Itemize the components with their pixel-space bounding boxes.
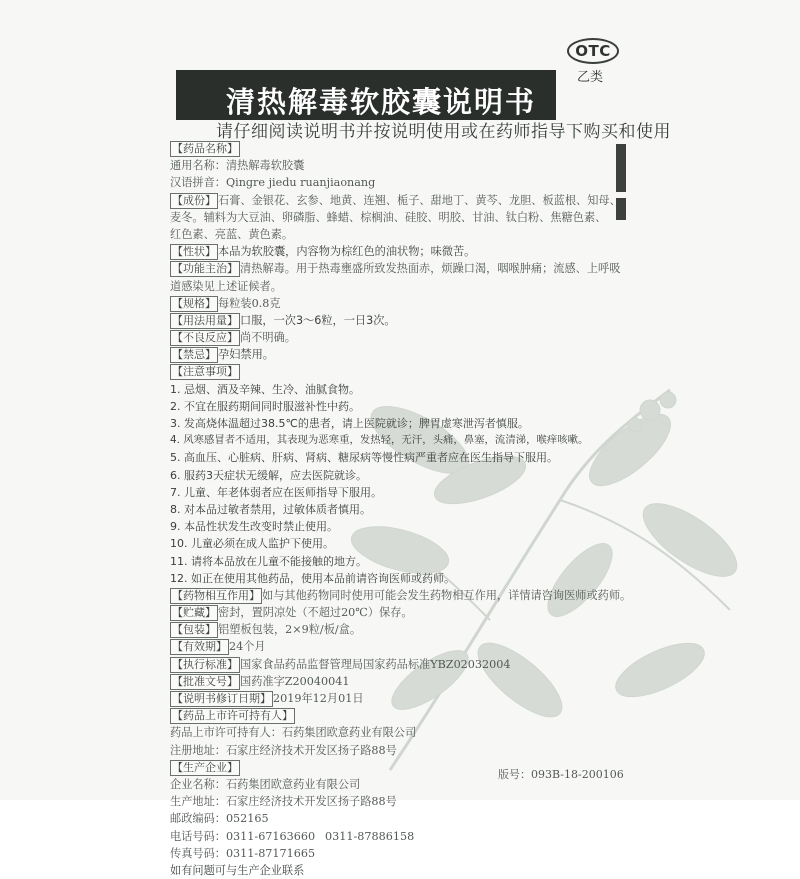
precaution-item: 6. 服药3天症状无缓解，应去医院就诊。 xyxy=(170,468,367,482)
precaution-item: 10. 儿童必须在成人监护下使用。 xyxy=(170,537,334,551)
usage-warning: 请仔细阅读说明书并按说明使用或在药师指导下购买和使用 xyxy=(216,122,671,142)
ingredients-text: 麦冬。辅料为大豆油、卵磷脂、蜂蜡、棕榈油、硅胶、明胶、甘油、钛白粉、焦糖色素、 xyxy=(170,210,607,224)
ingredients-text: 石膏、金银花、玄参、地黄、连翘、栀子、甜地丁、黄芩、龙胆、板蓝根、知母、 xyxy=(218,193,621,207)
manufacturer-name: 企业名称：石药集团欧意药业有限公司 xyxy=(170,777,361,791)
section-precautions: 【注意事项】 xyxy=(172,365,238,379)
standard-text: 国家食品药品监督管理局国家药品标准YBZ02032004 xyxy=(240,657,511,671)
version-code: 版号：093B-18-200106 xyxy=(498,768,624,781)
generic-name: 通用名称：清热解毒软胶囊 xyxy=(170,159,305,173)
fax-number: 传真号码：0311-87171665 xyxy=(170,846,316,860)
indications-text: 道感染见上述证候者。 xyxy=(170,279,282,293)
precaution-item: 2. 不宜在服药期间同时服滋补性中药。 xyxy=(170,399,360,413)
section-contraindications: 【禁忌】 xyxy=(172,348,216,362)
precaution-item: 8. 对本品过敏者禁用，过敏体质者慎用。 xyxy=(170,502,371,516)
section-spec: 【规格】 xyxy=(172,296,216,310)
section-validity: 【有效期】 xyxy=(172,640,227,654)
contra-text: 孕妇禁用。 xyxy=(218,348,274,362)
package-text: 铝塑板包装，2×9粒/板/盒。 xyxy=(218,623,362,637)
section-drug-name: 【药品名称】 xyxy=(172,142,238,155)
section-interactions: 【药物相互作用】 xyxy=(172,588,260,602)
spec-text: 每粒装0.8克 xyxy=(218,296,281,310)
indications-text: 清热解毒。用于热毒壅盛所致发热面赤，烦躁口渴，咽喉肿痛；流感、上呼吸 xyxy=(240,262,621,276)
page-title: 清热解毒软胶囊说明书 xyxy=(226,85,537,119)
otc-category: 乙类 xyxy=(577,70,604,85)
section-dosage: 【用法用量】 xyxy=(172,313,238,327)
holder-address: 注册地址：石家庄经济技术开发区扬子路88号 xyxy=(170,743,397,757)
storage-text: 密封，置阴凉处（不超过20℃）保存。 xyxy=(218,606,413,620)
phone-number-2: 0311-87886158 xyxy=(325,829,415,843)
postcode: 邮政编码：052165 xyxy=(170,812,269,826)
revision-text: 2019年12月01日 xyxy=(273,692,364,705)
ingredients-text: 红色素、亮蓝、黄色素。 xyxy=(170,227,294,241)
otc-badge: OTC xyxy=(567,38,619,64)
precaution-item: 3. 发高烧体温超过38.5℃的患者，请上医院就诊；脾胃虚寒泄泻者慎服。 xyxy=(170,417,529,430)
interactions-text: 如与其他药物同时使用可能会发生药物相互作用，详情请咨询医师或药师。 xyxy=(262,588,632,602)
section-storage: 【贮藏】 xyxy=(172,606,216,620)
precaution-item: 7. 儿童、年老体弱者应在医师指导下服用。 xyxy=(170,485,382,499)
section-manufacturer: 【生产企业】 xyxy=(172,760,238,774)
section-revision-date: 【说明书修订日期】 xyxy=(172,692,271,705)
section-package: 【包装】 xyxy=(172,623,216,637)
contact-note: 如有问题可与生产企业联系 xyxy=(170,863,305,877)
section-indications: 【功能主治】 xyxy=(172,262,238,276)
adverse-text: 尚不明确。 xyxy=(240,331,296,345)
precaution-item: 12. 如正在使用其他药品，使用本品前请咨询医师或药师。 xyxy=(170,571,455,585)
manufacturer-address: 生产地址：石家庄经济技术开发区扬子路88号 xyxy=(170,795,397,809)
validity-text: 24个月 xyxy=(229,640,266,654)
section-adverse: 【不良反应】 xyxy=(172,331,238,345)
section-appearance: 【性状】 xyxy=(172,245,216,259)
precaution-item: 1. 忌烟、酒及辛辣、生冷、油腻食物。 xyxy=(170,382,360,396)
holder-name: 药品上市许可持有人：石药集团欧意药业有限公司 xyxy=(170,726,417,740)
phone-number: 电话号码：0311-67163660 xyxy=(170,829,316,843)
section-holder: 【药品上市许可持有人】 xyxy=(172,709,293,723)
pinyin-name: 汉语拼音：Qingre jiedu ruanjiaonang xyxy=(170,176,376,190)
precaution-item: 4. 风寒感冒者不适用，其表现为恶寒重，发热轻，无汗，头痛，鼻塞，流清涕，喉痒咳嗽。 xyxy=(170,434,589,447)
dosage-text: 口服，一次3～6粒，一日3次。 xyxy=(240,313,396,327)
precaution-item: 9. 本品性状发生改变时禁止使用。 xyxy=(170,520,338,534)
precaution-item: 11. 请将本品放在儿童不能接触的地方。 xyxy=(170,554,367,568)
section-standard: 【执行标准】 xyxy=(172,657,238,671)
approval-text: 国药准字Z20040041 xyxy=(240,674,350,688)
section-approval: 【批准文号】 xyxy=(172,674,238,688)
precaution-item: 5. 高血压、心脏病、肝病、肾病、糖尿病等慢性病严重者应在医生指导下服用。 xyxy=(170,451,558,465)
section-ingredients: 【成份】 xyxy=(172,193,216,207)
appearance-text: 本品为软胶囊，内容物为棕红色的油状物；味微苦。 xyxy=(218,245,476,259)
